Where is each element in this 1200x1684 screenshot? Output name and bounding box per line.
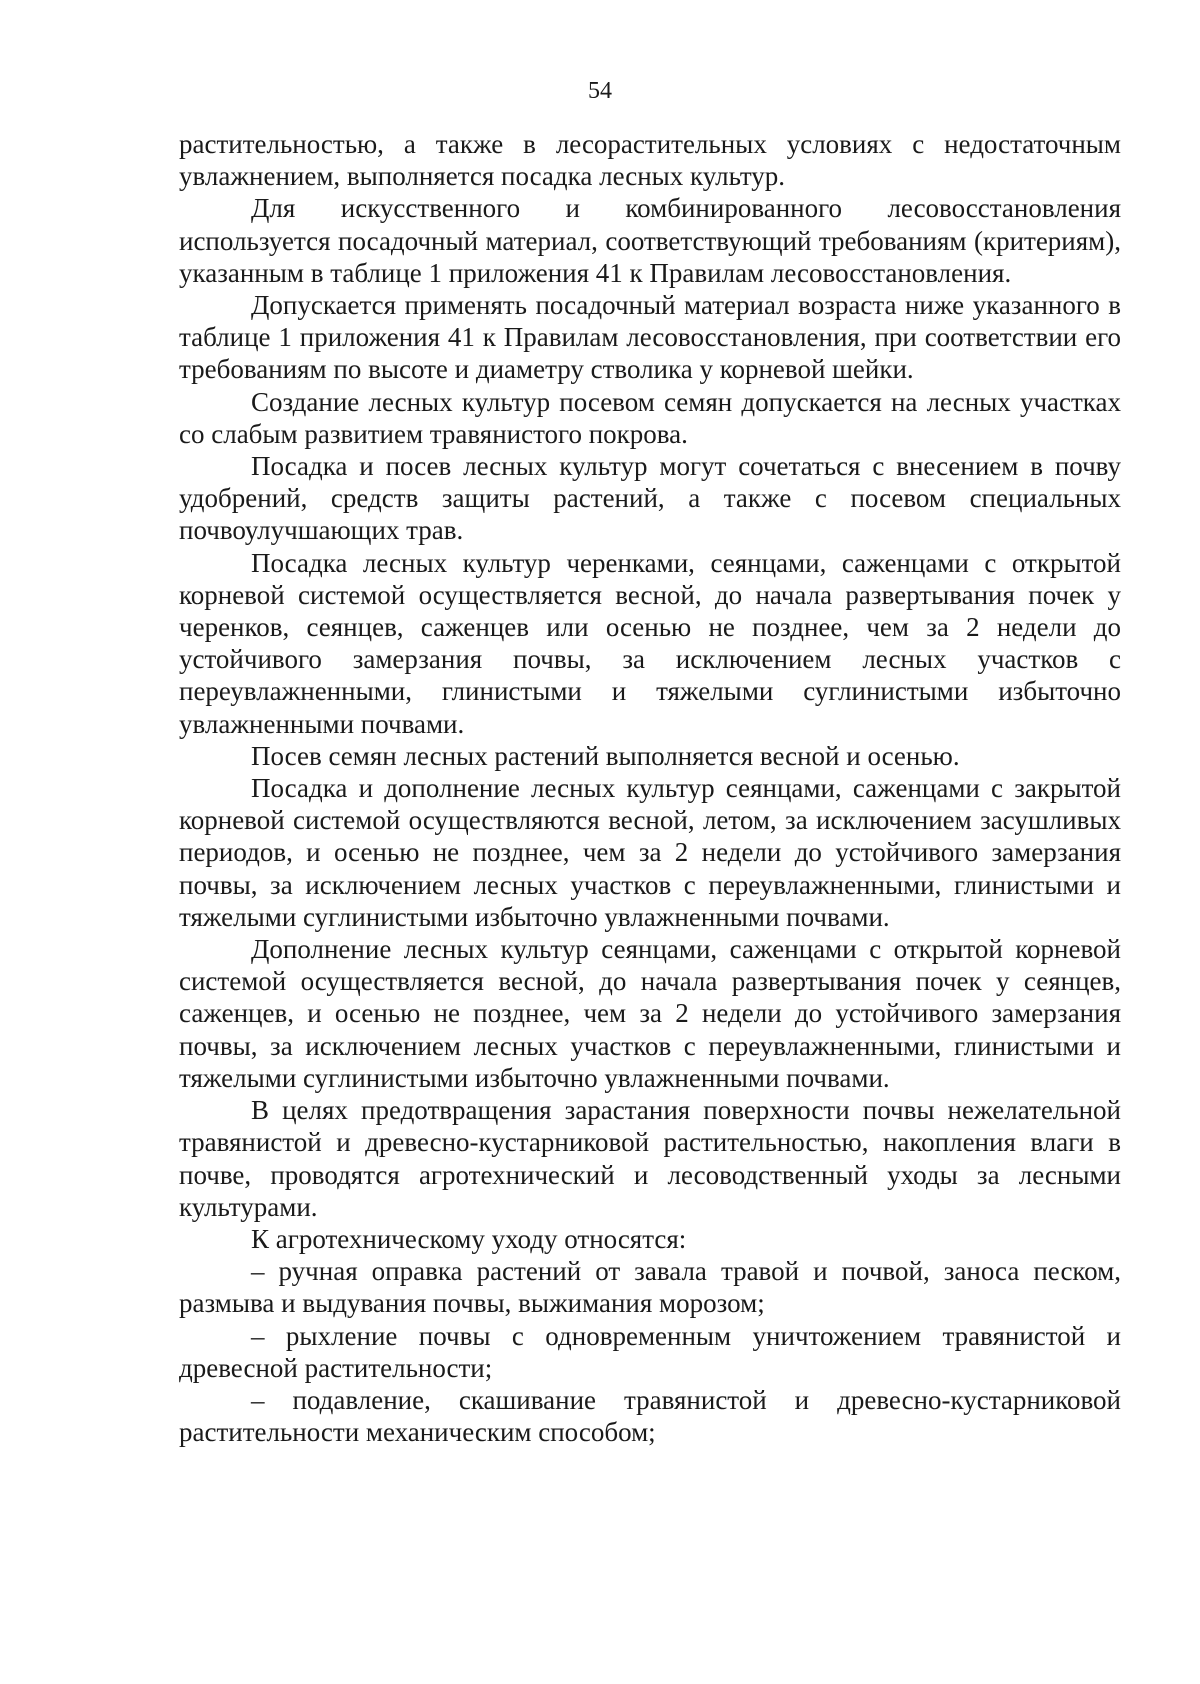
paragraph-agrotech-care-intro: К агротехническому уходу относятся: — [251, 1223, 687, 1254]
list-item-manual-straightening: – ручная оправка растений от завала травой и почвой, заноса песком, размыва и выдувания почвы, выжимания морозом; — [179, 1256, 1121, 1319]
paragraph-planting-material: Для искусственного и комбинированного лесовосстановления используется посадочный материал, соответствующий требованиям (критериям), указанным в таблице 1 приложения 41 к Правилам лесовосстановления. — [179, 193, 1121, 288]
document-body — [179, 128, 1121, 1448]
paragraph-open-root-supplement: Дополнение лесных культур сеянцами, саженцами с открытой корневой системой осуществляется весной, до начала развертывания почек у сеянцев, саженцев, и осенью не позднее, чем за 2 недели до устойчивого замерзания почвы, за исключением лесных участков с переувлажненными, глинистыми и тяжелыми суглинистыми избыточно увлажненными почвами. — [179, 934, 1121, 1093]
paragraph-open-root-planting: Посадка лесных культур черенками, сеянцами, саженцами с открытой корневой системой осуществляется весной, до начала развертывания почек у черенков, сеянцев, саженцев или осенью не позднее, чем за 2 недели до устойчивого замерзания почвы, за исключением лесных участков с переувлажненными, глинистыми и тяжелыми суглинистыми избыточно увлажненными почвами. — [179, 547, 1121, 739]
paragraph-closed-root-planting: Посадка и дополнение лесных культур сеянцами, саженцами с закрытой корневой системой осуществляются весной, летом, за исключением засушливых периодов, и осенью не позднее, чем за 2 недели до устойчивого замерзания почвы, за исключением лесных участков с переувлажненными, глинистыми и тяжелыми суглинистыми избыточно увлажненными почвами. — [179, 773, 1121, 932]
paragraph-younger-material: Допускается применять посадочный материал возраста ниже указанного в таблице 1 приложения 41 к Правилам лесовосстановления, при соответствии его требованиям по высоте и диаметру стволика у корневой шейки. — [179, 290, 1121, 385]
paragraph-continuation: растительностью, а также в лесорастительных условиях с недостаточным увлажнением, выполняется посадка лесных культур. — [179, 129, 1121, 192]
paragraph-sowing: Создание лесных культур посевом семян допускается на лесных участках со слабым развитием травянистого покрова. — [179, 386, 1121, 449]
list-item-soil-loosening: – рыхление почвы с одновременным уничтожением травянистой и древесной растительности; — [179, 1320, 1121, 1383]
paragraph-seed-sowing-season: Посев семян лесных растений выполняется весной и осенью. — [251, 740, 960, 771]
paragraph-care-purpose: В целях предотвращения зарастания поверхности почвы нежелательной травянистой и древесно-кустарниковой растительностью, накопления влаги в почве, проводятся агротехнический и лесоводственный уходы за лесными культурами. — [179, 1095, 1121, 1222]
list-item-mowing: – подавление, скашивание травянистой и древесно-кустарниковой растительности механическим способом; — [179, 1384, 1121, 1448]
paragraph-fertilizers: Посадка и посев лесных культур могут сочетаться с внесением в почву удобрений, средств защиты растений, а также с посевом специальных почвоулучшающих трав. — [179, 451, 1121, 546]
page-number: 54 — [588, 78, 612, 104]
